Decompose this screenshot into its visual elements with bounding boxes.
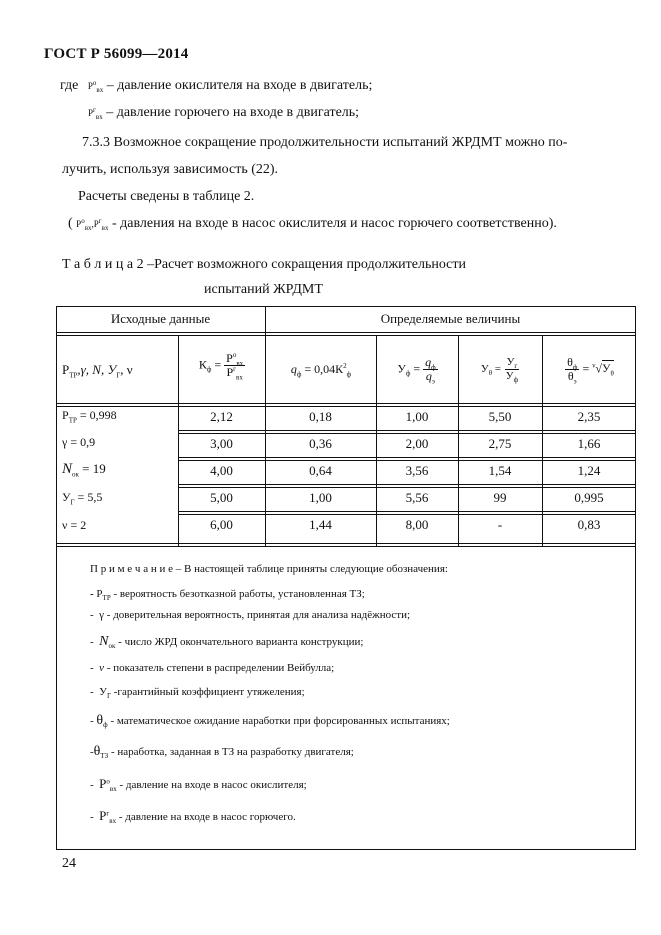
notes-title: П р и м е ч а н и е – В настоящей таблице приняты следующие обозначения: [90, 563, 448, 575]
rule-h-10 [178, 487, 636, 488]
col-header-theta: $\frac{\theta_ф}{\theta_э}$ = $^\nu√У_\theta$ [567, 355, 614, 386]
document-header: ГОСТ Р 56099—2014 [44, 46, 189, 62]
note-item: $-\theta_{ТЗ}$ - наработка, заданная в ТЗ на разработку двигателя; [90, 744, 354, 761]
rule-h-12 [178, 514, 636, 515]
table-frame [56, 306, 636, 850]
cell-r4-theta: 0,995 [574, 490, 604, 505]
cell-r1-k: 2,12 [210, 409, 233, 424]
rule-h-4 [56, 406, 636, 407]
col-header-params: $P_{ТР},\gamma$, N, $У_Г$, ν [62, 362, 133, 380]
cell-r3-u: 3,56 [405, 463, 429, 478]
note-item: - γ - доверительная вероятность, принятая для анализа надёжности; [90, 609, 411, 621]
rule-h-2 [56, 335, 636, 336]
cell-r2-utheta: 2,75 [488, 436, 512, 451]
cell-r3-theta: 1,24 [577, 463, 601, 478]
col-header-u: $У_ф$ = $\frac{q_ф}{q_э}$ [397, 355, 436, 386]
intro-line-1 [60, 77, 372, 95]
cell-r5-q: 1,44 [309, 517, 332, 532]
cell-r1-utheta: 5,50 [488, 409, 512, 424]
cell-r2-q: 0,36 [309, 436, 332, 451]
param-p-tr: $P_{ТР} = 0,998$ [62, 408, 117, 425]
para-line-1: 7.3.3 Возможное сокращение продолжительности испытаний ЖРДМТ можно по- [82, 135, 568, 150]
rule-h-1 [56, 332, 636, 333]
intro-text-2: – давление горючего на входе в двигатель; [106, 105, 360, 120]
para-line-4-text: - давления на входе в насос окислителя и насос горючего соответственно). [111, 216, 557, 231]
table-caption-line-1: Т а б л и ц а 2 –Расчет возможного сокращения продолжительности [62, 257, 466, 272]
cell-r5-utheta: - [497, 517, 503, 532]
note-item: - $\theta_ф$ - математическое ожидание наработки при форсированных испытаниях; [90, 713, 450, 730]
cell-r1-q: 0,18 [309, 409, 332, 424]
col-header-k: $К_ф$ = $\frac{P^о_{вх}}{P^г_{вх}}$ [198, 351, 244, 382]
rule-h-6 [178, 433, 636, 434]
rule-h-8 [178, 460, 636, 461]
rule-h-14 [56, 546, 636, 547]
cell-r2-k: 3,00 [210, 436, 233, 451]
col-header-utheta: $У_\theta$ = $\frac{У_г}{У_ф}$ [480, 356, 519, 385]
cell-r3-k: 4,00 [210, 463, 233, 478]
para-line-3: Расчеты сведены в таблице 2. [78, 189, 255, 204]
note-item: - $P_{ТР}$ - вероятность безотказной работы, установленная ТЗ; [90, 588, 365, 603]
page-number: 24 [62, 856, 76, 871]
cell-r4-k: 5,00 [210, 490, 233, 505]
intro-sym-2: $P^г_{вх}$ [88, 106, 103, 121]
rule-h-3 [56, 403, 636, 404]
cell-r2-u: 2,00 [405, 436, 429, 451]
note-item: - $У_Г$ -гарантийный коэффициент утяжеления; [90, 686, 305, 701]
col-header-q: $q_ф = 0,04К^2_ф$ [290, 362, 352, 379]
param-n-ok: $N_{ок} = 19$ [62, 461, 106, 479]
note-item: - $P^г_{вх}$ - давление на входе в насос горючего. [90, 808, 296, 826]
cell-r5-u: 8,00 [405, 517, 429, 532]
para-line-4: ( $P^о_{вх},P^г_{вх}$ - давления на входе в насос окислителя и насос горючего соответственно). [68, 216, 557, 232]
intro-text-1: – давление окислителя на входе в двигатель; [106, 78, 373, 93]
note-item: - $N_{ок}$ - число ЖРД окончательного варианта конструкции; [90, 634, 364, 651]
note-item: - ν - показатель степени в распределении Вейбулла; [90, 662, 335, 674]
cell-r3-q: 0,64 [309, 463, 332, 478]
param-u-g: $У_Г = 5,5$ [62, 490, 103, 507]
group-header-computed: Определяемые величины [380, 311, 521, 326]
param-nu: ν = 2 [62, 518, 87, 532]
cell-r1-u: 1,00 [405, 409, 429, 424]
rule-h-7 [178, 457, 636, 458]
table-caption-line-2: испытаний ЖРДМТ [204, 282, 323, 297]
cell-r5-k: 6,00 [210, 517, 233, 532]
rule-h-11 [178, 511, 636, 512]
cell-r1-theta: 2,35 [577, 409, 601, 424]
cell-r2-theta: 1,66 [577, 436, 601, 451]
cell-r5-theta: 0,83 [577, 517, 601, 532]
rule-h-13 [56, 543, 636, 544]
intro-sym-1: $P^о_{вх}$ [87, 79, 104, 94]
cell-r4-utheta: 99 [493, 490, 507, 505]
cell-r4-q: 1,00 [309, 490, 332, 505]
cell-r4-u: 5,56 [405, 490, 429, 505]
group-header-source: Исходные данные [110, 311, 211, 326]
note-item: - $P^о_{вх}$ - давление на входе в насос окислителя; [90, 776, 307, 794]
cell-r3-utheta: 1,54 [488, 463, 512, 478]
param-gamma: γ = 0,9 [62, 435, 96, 449]
para-line-2: лучить, используя зависимость (22). [62, 162, 279, 177]
intro-line-2 [88, 104, 359, 122]
rule-h-9 [178, 484, 636, 485]
rule-h-5 [178, 430, 636, 431]
intro-prefix: где [60, 78, 79, 93]
